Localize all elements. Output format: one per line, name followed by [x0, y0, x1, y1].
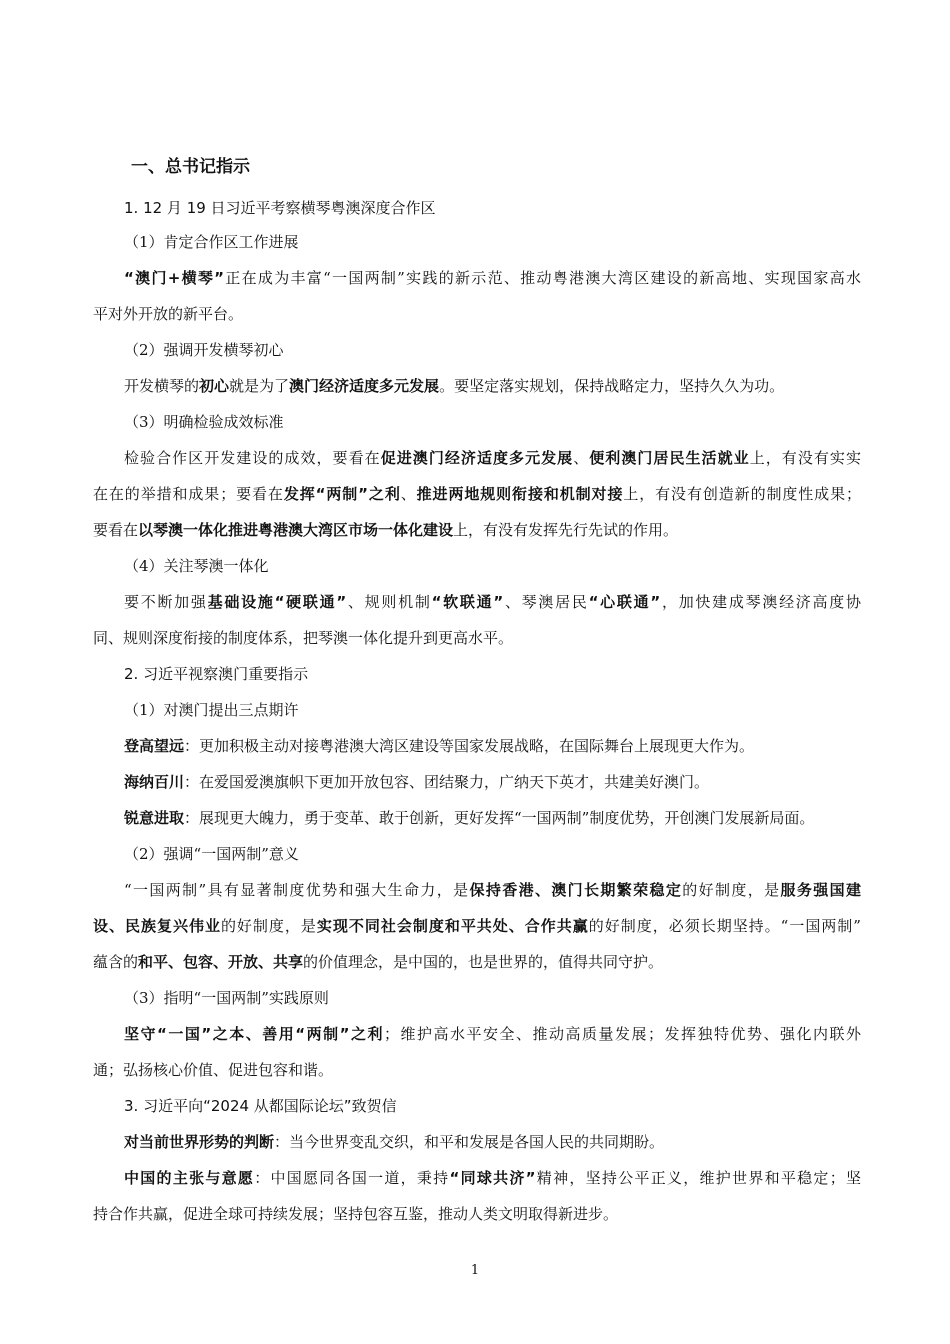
item-title-1-3: （3）明确检验成效标准: [124, 413, 284, 431]
text-span: 上，有没有发挥先行先试的作用。: [453, 521, 679, 539]
paragraph-1-3-line1: [124, 448, 861, 468]
text-span: ：当今世界变乱交织，和平和发展是各国人民的共同期盼。: [274, 1133, 665, 1151]
text-span: 的价值理念，是中国的，也是世界的，值得共同守护。: [303, 953, 664, 971]
expectation-3: [124, 808, 814, 828]
paragraph-1-1-line1: [124, 268, 861, 288]
text-span: ；维护高水平安全、推动高质量发展；发挥独特优势、强化内联外: [383, 1025, 861, 1043]
item-title-1-4: （4）关注琴澳一体化: [124, 557, 269, 575]
text-span: 上，有没有创造新的制度性成果；: [623, 485, 861, 503]
bold-phrase: 促进澳门经济适度多元发展: [380, 449, 574, 467]
item-title-2-3: （3）指明“一国两制”实践原则: [124, 989, 329, 1007]
bold-phrase: 实现不同社会制度和平共处、合作共赢: [316, 917, 589, 935]
page-number: 1: [470, 1263, 480, 1278]
text-span: 正在成为丰富“一国两制”实践的新示范、推动粤港澳大湾区建设的新高地、实现国家高水: [224, 269, 861, 287]
item-title-2-2: （2）强调“一国两制”意义: [124, 845, 299, 863]
text-span: ：中国愿同各国一道，秉持: [254, 1169, 450, 1187]
bold-phrase: 便利澳门居民生活就业: [589, 449, 750, 467]
text-span: 、琴澳居民: [503, 593, 589, 611]
expectation-2: [124, 772, 709, 792]
bold-phrase: 澳门经济适度多元发展: [289, 377, 440, 395]
subsection-title-1: 1. 12 月 19 日习近平考察横琴粤澳深度合作区: [124, 199, 436, 217]
bold-phrase: 服务强国建: [780, 881, 861, 899]
bold-phrase: “心联通”: [588, 593, 661, 611]
bold-phrase: 登高望远: [124, 737, 185, 755]
text-span: 的好制度，是: [682, 881, 781, 899]
text-span: 上，有没有实实: [749, 449, 861, 467]
text-span: 的好制度，必须长期坚持。“一国两制”: [588, 917, 861, 935]
paragraph-2-2-line2: [93, 916, 861, 936]
bold-phrase: 推进两地规则衔接和机制对接: [416, 485, 624, 503]
text-span: 蕴含的: [93, 953, 139, 971]
paragraph-1-1-line2: 平对外开放的新平台。: [93, 305, 244, 323]
bold-phrase: 海纳百川: [124, 773, 185, 791]
text-span: 、规则机制: [346, 593, 432, 611]
paragraph-1-2: [124, 376, 784, 396]
text-span: 要不断加强: [124, 593, 208, 611]
item-title-1-1: （1）肯定合作区工作进展: [124, 233, 299, 251]
text-span: 精神，坚持公平正义，维护世界和平稳定；坚: [535, 1169, 861, 1187]
text-span: 在在的举措和成果；要看在: [93, 485, 284, 503]
text-span: 。要坚定落实规划，保持战略定力，坚持久久为功。: [439, 377, 785, 395]
text-span: ：更加积极主动对接粤港澳大湾区建设等国家发展战略，在国际舞台上展现更大作为。: [184, 737, 755, 755]
bold-phrase: 锐意进取: [124, 809, 185, 827]
paragraph-1-3-line3: [93, 520, 678, 540]
text-span: ：在爱国爱澳旗帜下更加开放包容、团结聚力，广纳天下英才，共建美好澳门。: [184, 773, 710, 791]
bold-phrase: 和平、包容、开放、共享: [138, 953, 304, 971]
bold-phrase: “软联通”: [431, 593, 504, 611]
section-heading: 一、总书记指示: [131, 157, 250, 177]
paragraph-1-4-line1: [124, 592, 861, 612]
item-title-2-1: （1）对澳门提出三点期许: [124, 701, 299, 719]
bold-phrase: 发挥“两制”之利: [283, 485, 401, 503]
paragraph-2-2-line3: [93, 952, 663, 972]
bold-phrase: 基础设施“硬联通”: [207, 593, 347, 611]
text-span: 检验合作区开发建设的成效，要看在: [124, 449, 381, 467]
bold-phrase: 初心: [199, 377, 230, 395]
bold-phrase: “澳门+横琴”: [124, 269, 225, 287]
judgment-paragraph: [124, 1132, 664, 1152]
bold-phrase: 对当前世界形势的判断: [124, 1133, 275, 1151]
text-span: 就是为了: [229, 377, 290, 395]
text-span: 、: [573, 449, 590, 467]
bold-phrase: 设、民族复兴伟业: [93, 917, 221, 935]
proposition-paragraph-line1: [124, 1168, 861, 1188]
text-span: 开发横琴的: [124, 377, 200, 395]
subsection-title-3: 3. 习近平向“2024 从都国际论坛”致贺信: [124, 1097, 397, 1115]
expectation-1: [124, 736, 754, 756]
bold-phrase: 坚守“一国”之本、善用“两制”之利: [124, 1025, 384, 1043]
bold-phrase: 中国的主张与意愿: [124, 1169, 255, 1187]
text-span: ，加快建成琴澳经济高度协: [660, 593, 861, 611]
paragraph-2-3-line1: [124, 1024, 861, 1044]
text-span: “一国两制”具有显著制度优势和强大生命力，是: [124, 881, 470, 899]
paragraph-2-2-line1: [124, 880, 861, 900]
bold-phrase: 以琴澳一体化推进粤港澳大湾区市场一体化建设: [138, 521, 454, 539]
text-span: 的好制度，是: [220, 917, 317, 935]
bold-phrase: “同球共济”: [449, 1169, 536, 1187]
text-span: ：展现更大魄力，勇于变革、敢于创新，更好发挥“一国两制”制度优势，开创澳门发展新局面。: [184, 809, 815, 827]
subsection-title-2: 2. 习近平视察澳门重要指示: [124, 665, 309, 683]
text-span: 要看在: [93, 521, 139, 539]
proposition-paragraph-line2: 持合作共赢，促进全球可持续发展；坚持包容互鉴，推动人类文明取得新进步。: [93, 1205, 619, 1223]
item-title-1-2: （2）强调开发横琴初心: [124, 341, 284, 359]
text-span: 、: [400, 485, 417, 503]
paragraph-2-3-line2: 通；弘扬核心价值、促进包容和谐。: [93, 1061, 334, 1079]
bold-phrase: 保持香港、澳门长期繁荣稳定: [469, 881, 683, 899]
paragraph-1-4-line2: 同、规则深度衔接的制度体系，把琴澳一体化提升到更高水平。: [93, 629, 514, 647]
paragraph-1-3-line2: [93, 484, 861, 504]
